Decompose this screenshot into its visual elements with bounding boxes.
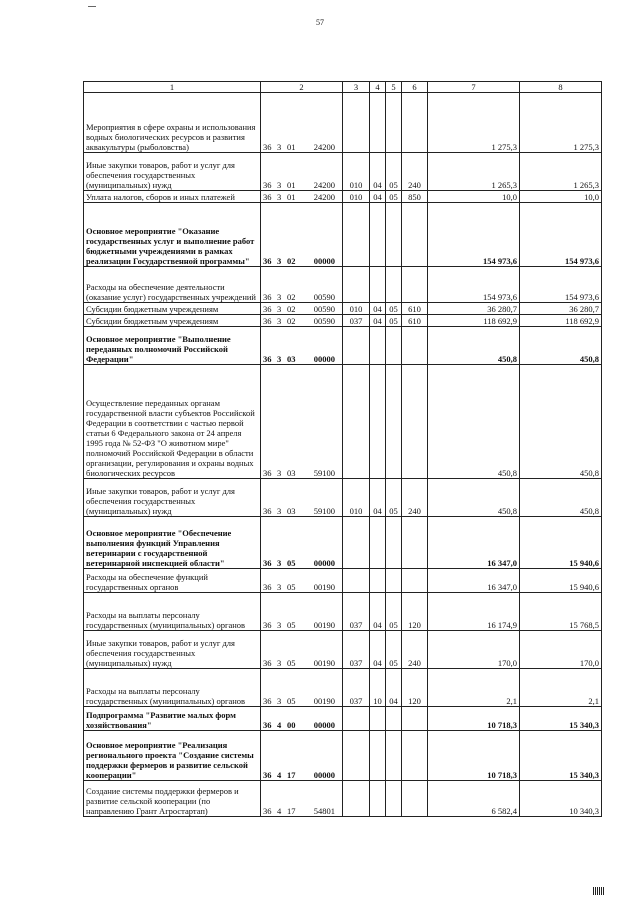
row-col-5 bbox=[386, 327, 402, 365]
row-col-6: 610 bbox=[402, 315, 428, 327]
code-segment: 24200 bbox=[313, 142, 335, 152]
row-value-8: 118 692,9 bbox=[520, 315, 602, 327]
row-col-6 bbox=[402, 327, 428, 365]
code-segment: 4 bbox=[277, 720, 282, 730]
row-col-6: 240 bbox=[402, 631, 428, 669]
code-segment: 3 bbox=[277, 506, 282, 516]
row-col-6 bbox=[402, 569, 428, 593]
code-segment: 05 bbox=[287, 558, 296, 568]
code-segment: 00590 bbox=[313, 304, 335, 314]
header-cell: 8 bbox=[520, 82, 602, 93]
row-name: Основное мероприятие "Реализация регионального проекта "Создание системы поддержки фермеров и развитие сельской кооперации" bbox=[84, 731, 261, 781]
row-code bbox=[261, 781, 343, 817]
row-name: Подпрограмма "Развитие малых форм хозяйствования" bbox=[84, 707, 261, 731]
table-row bbox=[84, 93, 602, 153]
code-segment: 3 bbox=[277, 468, 282, 478]
code-segment: 00000 bbox=[313, 354, 335, 364]
row-value-8: 170,0 bbox=[520, 631, 602, 669]
row-col-5 bbox=[386, 731, 402, 781]
row-col-3 bbox=[343, 569, 370, 593]
row-col-6: 120 bbox=[402, 593, 428, 631]
row-col-3: 037 bbox=[343, 593, 370, 631]
code-segment: 01 bbox=[287, 142, 296, 152]
table-row bbox=[84, 191, 602, 203]
row-col-4: 04 bbox=[370, 303, 386, 315]
row-code bbox=[261, 669, 343, 707]
table-row bbox=[84, 327, 602, 365]
code-segment: 02 bbox=[287, 292, 296, 302]
row-name: Иные закупки товаров, работ и услуг для обеспечения государственных (муниципальных) нужд bbox=[84, 631, 261, 669]
row-col-5 bbox=[386, 517, 402, 569]
row-value-7: 118 692,9 bbox=[428, 315, 520, 327]
row-col-3 bbox=[343, 731, 370, 781]
table-row bbox=[84, 631, 602, 669]
row-value-8: 15 940,6 bbox=[520, 569, 602, 593]
row-value-7: 450,8 bbox=[428, 327, 520, 365]
row-col-5 bbox=[386, 203, 402, 267]
row-col-3: 010 bbox=[343, 479, 370, 517]
code-segment: 3 bbox=[277, 192, 282, 202]
table-row bbox=[84, 303, 602, 315]
table-row bbox=[84, 569, 602, 593]
row-code bbox=[261, 517, 343, 569]
header-cell: 4 bbox=[370, 82, 386, 93]
table-row bbox=[84, 365, 602, 479]
code-segment: 36 bbox=[263, 696, 272, 706]
code-segment: 3 bbox=[277, 558, 282, 568]
row-col-4 bbox=[370, 327, 386, 365]
code-segment: 00 bbox=[287, 720, 296, 730]
row-col-3 bbox=[343, 707, 370, 731]
row-value-7: 16 174,9 bbox=[428, 593, 520, 631]
row-name: Расходы на выплаты персоналу государственных (муниципальных) органов bbox=[84, 593, 261, 631]
row-col-4: 04 bbox=[370, 479, 386, 517]
header-cell: 5 bbox=[386, 82, 402, 93]
row-code bbox=[261, 153, 343, 191]
row-value-7: 154 973,6 bbox=[428, 203, 520, 267]
row-value-8: 15 940,6 bbox=[520, 517, 602, 569]
page-number: 57 bbox=[316, 18, 324, 27]
code-segment: 00190 bbox=[313, 620, 335, 630]
row-code bbox=[261, 191, 343, 203]
table-row bbox=[84, 153, 602, 191]
header-cell: 2 bbox=[261, 82, 343, 93]
row-code bbox=[261, 365, 343, 479]
code-segment: 59100 bbox=[313, 506, 335, 516]
header-cell: 3 bbox=[343, 82, 370, 93]
code-segment: 03 bbox=[287, 468, 296, 478]
row-name: Иные закупки товаров, работ и услуг для обеспечения государственных (муниципальных) нужд bbox=[84, 479, 261, 517]
row-col-6 bbox=[402, 365, 428, 479]
row-name: Расходы на обеспечение функций государственных органов bbox=[84, 569, 261, 593]
row-col-3: 037 bbox=[343, 669, 370, 707]
row-name: Расходы на выплаты персоналу государственных (муниципальных) органов bbox=[84, 669, 261, 707]
code-segment: 00190 bbox=[313, 658, 335, 668]
row-value-8: 450,8 bbox=[520, 327, 602, 365]
row-col-3 bbox=[343, 267, 370, 303]
table-row bbox=[84, 203, 602, 267]
row-code bbox=[261, 593, 343, 631]
row-col-3: 037 bbox=[343, 315, 370, 327]
row-value-8: 154 973,6 bbox=[520, 267, 602, 303]
row-col-6: 240 bbox=[402, 153, 428, 191]
code-segment: 17 bbox=[287, 806, 296, 816]
code-segment: 36 bbox=[263, 658, 272, 668]
code-segment: 3 bbox=[277, 142, 282, 152]
code-segment: 02 bbox=[287, 316, 296, 326]
code-segment: 3 bbox=[277, 256, 282, 266]
code-segment: 24200 bbox=[313, 180, 335, 190]
code-segment: 36 bbox=[263, 468, 272, 478]
row-name: Субсидии бюджетным учреждениям bbox=[84, 303, 261, 315]
code-segment: 02 bbox=[287, 304, 296, 314]
row-col-5: 05 bbox=[386, 153, 402, 191]
row-value-8: 450,8 bbox=[520, 365, 602, 479]
code-segment: 4 bbox=[277, 806, 282, 816]
row-col-4 bbox=[370, 707, 386, 731]
row-value-8: 15 768,5 bbox=[520, 593, 602, 631]
table-row bbox=[84, 479, 602, 517]
code-segment: 00190 bbox=[313, 696, 335, 706]
row-code bbox=[261, 631, 343, 669]
code-segment: 3 bbox=[277, 316, 282, 326]
row-col-6: 120 bbox=[402, 669, 428, 707]
row-value-7: 16 347,0 bbox=[428, 517, 520, 569]
row-col-5: 05 bbox=[386, 303, 402, 315]
code-segment: 01 bbox=[287, 180, 296, 190]
row-value-8: 36 280,7 bbox=[520, 303, 602, 315]
row-col-4: 04 bbox=[370, 631, 386, 669]
code-segment: 05 bbox=[287, 658, 296, 668]
row-name: Создание системы поддержки фермеров и развитие сельской кооперации (по направлению Грант Агростартап) bbox=[84, 781, 261, 817]
row-col-4: 04 bbox=[370, 153, 386, 191]
table-row bbox=[84, 781, 602, 817]
header-cell: 1 bbox=[84, 82, 261, 93]
row-value-8: 10 340,3 bbox=[520, 781, 602, 817]
row-value-8: 15 340,3 bbox=[520, 731, 602, 781]
row-value-7: 6 582,4 bbox=[428, 781, 520, 817]
row-col-3 bbox=[343, 781, 370, 817]
row-col-4 bbox=[370, 781, 386, 817]
row-col-5: 05 bbox=[386, 191, 402, 203]
row-code bbox=[261, 303, 343, 315]
row-name: Расходы на обеспечение деятельности (оказание услуг) государственных учреждений bbox=[84, 267, 261, 303]
row-value-7: 36 280,7 bbox=[428, 303, 520, 315]
code-segment: 01 bbox=[287, 192, 296, 202]
code-segment: 36 bbox=[263, 620, 272, 630]
row-value-8: 154 973,6 bbox=[520, 203, 602, 267]
row-value-7: 1 265,3 bbox=[428, 153, 520, 191]
row-col-4: 04 bbox=[370, 315, 386, 327]
row-col-5 bbox=[386, 707, 402, 731]
row-col-5 bbox=[386, 93, 402, 153]
row-col-5: 05 bbox=[386, 315, 402, 327]
table-row bbox=[84, 593, 602, 631]
code-segment: 3 bbox=[277, 582, 282, 592]
code-segment: 00000 bbox=[313, 558, 335, 568]
row-name: Осуществление переданных органам государственной власти субъектов Российской Федерации в соответствии с частью первой статьи 6 Федерального закона от 24 апреля 1995 года № 52-ФЗ "О животном мире" полномочий Российской Федерации в области организации, регулирования и охраны водных биологических ресурсов bbox=[84, 365, 261, 479]
row-value-7: 2,1 bbox=[428, 669, 520, 707]
table-row bbox=[84, 669, 602, 707]
row-value-7: 450,8 bbox=[428, 479, 520, 517]
row-col-6 bbox=[402, 517, 428, 569]
row-col-4 bbox=[370, 365, 386, 479]
row-value-7: 154 973,6 bbox=[428, 267, 520, 303]
code-segment: 00000 bbox=[313, 256, 335, 266]
table-row bbox=[84, 707, 602, 731]
code-segment: 00190 bbox=[313, 582, 335, 592]
row-code bbox=[261, 203, 343, 267]
code-segment: 24200 bbox=[313, 192, 335, 202]
header-cell: 6 bbox=[402, 82, 428, 93]
code-segment: 36 bbox=[263, 806, 272, 816]
row-code bbox=[261, 267, 343, 303]
budget-table bbox=[83, 81, 602, 817]
row-name: Уплата налогов, сборов и иных платежей bbox=[84, 191, 261, 203]
row-col-6 bbox=[402, 707, 428, 731]
row-col-4: 10 bbox=[370, 669, 386, 707]
row-code bbox=[261, 327, 343, 365]
row-col-3 bbox=[343, 203, 370, 267]
row-value-7: 10 718,3 bbox=[428, 707, 520, 731]
header-row bbox=[84, 82, 602, 93]
barcode-mark bbox=[593, 887, 604, 895]
code-segment: 3 bbox=[277, 620, 282, 630]
row-col-6 bbox=[402, 781, 428, 817]
code-segment: 3 bbox=[277, 658, 282, 668]
table-row bbox=[84, 315, 602, 327]
code-segment: 05 bbox=[287, 620, 296, 630]
row-col-4: 04 bbox=[370, 191, 386, 203]
row-code bbox=[261, 707, 343, 731]
code-segment: 59100 bbox=[313, 468, 335, 478]
code-segment: 36 bbox=[263, 316, 272, 326]
table-row bbox=[84, 267, 602, 303]
row-name: Иные закупки товаров, работ и услуг для обеспечения государственных (муниципальных) нужд bbox=[84, 153, 261, 191]
code-segment: 54801 bbox=[313, 806, 335, 816]
row-col-5 bbox=[386, 781, 402, 817]
row-col-4 bbox=[370, 569, 386, 593]
code-segment: 00000 bbox=[313, 770, 335, 780]
row-code bbox=[261, 93, 343, 153]
code-segment: 36 bbox=[263, 256, 272, 266]
row-col-4: 04 bbox=[370, 593, 386, 631]
row-value-7: 1 275,3 bbox=[428, 93, 520, 153]
row-value-8: 15 340,3 bbox=[520, 707, 602, 731]
row-value-8: 1 265,3 bbox=[520, 153, 602, 191]
code-segment: 3 bbox=[277, 354, 282, 364]
row-value-8: 450,8 bbox=[520, 479, 602, 517]
row-col-6 bbox=[402, 203, 428, 267]
row-col-5: 05 bbox=[386, 631, 402, 669]
code-segment: 3 bbox=[277, 304, 282, 314]
code-segment: 02 bbox=[287, 256, 296, 266]
row-col-3 bbox=[343, 517, 370, 569]
scan-mark bbox=[88, 6, 96, 7]
row-col-5 bbox=[386, 365, 402, 479]
code-segment: 3 bbox=[277, 180, 282, 190]
code-segment: 36 bbox=[263, 142, 272, 152]
table-row bbox=[84, 731, 602, 781]
code-segment: 00590 bbox=[313, 292, 335, 302]
row-col-3 bbox=[343, 327, 370, 365]
code-segment: 36 bbox=[263, 354, 272, 364]
row-col-5 bbox=[386, 267, 402, 303]
row-name: Основное мероприятие "Обеспечение выполнения функций Управления ветеринарии с государственной ветеринарной инспекцией области" bbox=[84, 517, 261, 569]
row-value-7: 16 347,0 bbox=[428, 569, 520, 593]
row-col-3: 010 bbox=[343, 153, 370, 191]
row-value-8: 1 275,3 bbox=[520, 93, 602, 153]
row-col-5: 04 bbox=[386, 669, 402, 707]
row-col-3: 010 bbox=[343, 191, 370, 203]
code-segment: 4 bbox=[277, 770, 282, 780]
code-segment: 36 bbox=[263, 192, 272, 202]
row-col-5: 05 bbox=[386, 593, 402, 631]
row-code bbox=[261, 479, 343, 517]
code-segment: 36 bbox=[263, 304, 272, 314]
code-segment: 05 bbox=[287, 582, 296, 592]
row-col-5 bbox=[386, 569, 402, 593]
code-segment: 03 bbox=[287, 354, 296, 364]
row-col-4 bbox=[370, 267, 386, 303]
row-code bbox=[261, 569, 343, 593]
code-segment: 00000 bbox=[313, 720, 335, 730]
row-col-6 bbox=[402, 93, 428, 153]
row-col-6: 850 bbox=[402, 191, 428, 203]
row-col-4 bbox=[370, 731, 386, 781]
row-col-3 bbox=[343, 93, 370, 153]
row-code bbox=[261, 315, 343, 327]
row-value-7: 450,8 bbox=[428, 365, 520, 479]
code-segment: 03 bbox=[287, 506, 296, 516]
row-col-4 bbox=[370, 203, 386, 267]
row-value-8: 2,1 bbox=[520, 669, 602, 707]
header-cell: 7 bbox=[428, 82, 520, 93]
row-col-6: 610 bbox=[402, 303, 428, 315]
code-segment: 00590 bbox=[313, 316, 335, 326]
table-row bbox=[84, 517, 602, 569]
code-segment: 36 bbox=[263, 558, 272, 568]
row-col-4 bbox=[370, 93, 386, 153]
row-name: Мероприятия в сфере охраны и использования водных биологических ресурсов и развития аквакультуры (рыболовства) bbox=[84, 93, 261, 153]
row-col-3 bbox=[343, 365, 370, 479]
code-segment: 36 bbox=[263, 770, 272, 780]
code-segment: 17 bbox=[287, 770, 296, 780]
row-value-7: 10 718,3 bbox=[428, 731, 520, 781]
row-col-6 bbox=[402, 267, 428, 303]
row-col-6 bbox=[402, 731, 428, 781]
row-col-4 bbox=[370, 517, 386, 569]
row-col-3: 037 bbox=[343, 631, 370, 669]
code-segment: 3 bbox=[277, 292, 282, 302]
row-name: Основное мероприятие "Выполнение переданных полномочий Российской Федерации" bbox=[84, 327, 261, 365]
row-col-6: 240 bbox=[402, 479, 428, 517]
row-col-5: 05 bbox=[386, 479, 402, 517]
code-segment: 3 bbox=[277, 696, 282, 706]
row-col-3: 010 bbox=[343, 303, 370, 315]
row-name: Субсидии бюджетным учреждениям bbox=[84, 315, 261, 327]
row-value-7: 10,0 bbox=[428, 191, 520, 203]
code-segment: 36 bbox=[263, 720, 272, 730]
code-segment: 36 bbox=[263, 582, 272, 592]
row-name: Основное мероприятие "Оказание государственных услуг и выполнение работ бюджетными учреждениями в рамках реализации Государственной программы" bbox=[84, 203, 261, 267]
row-value-7: 170,0 bbox=[428, 631, 520, 669]
code-segment: 36 bbox=[263, 180, 272, 190]
row-code bbox=[261, 731, 343, 781]
code-segment: 36 bbox=[263, 292, 272, 302]
code-segment: 05 bbox=[287, 696, 296, 706]
row-value-8: 10,0 bbox=[520, 191, 602, 203]
code-segment: 36 bbox=[263, 506, 272, 516]
